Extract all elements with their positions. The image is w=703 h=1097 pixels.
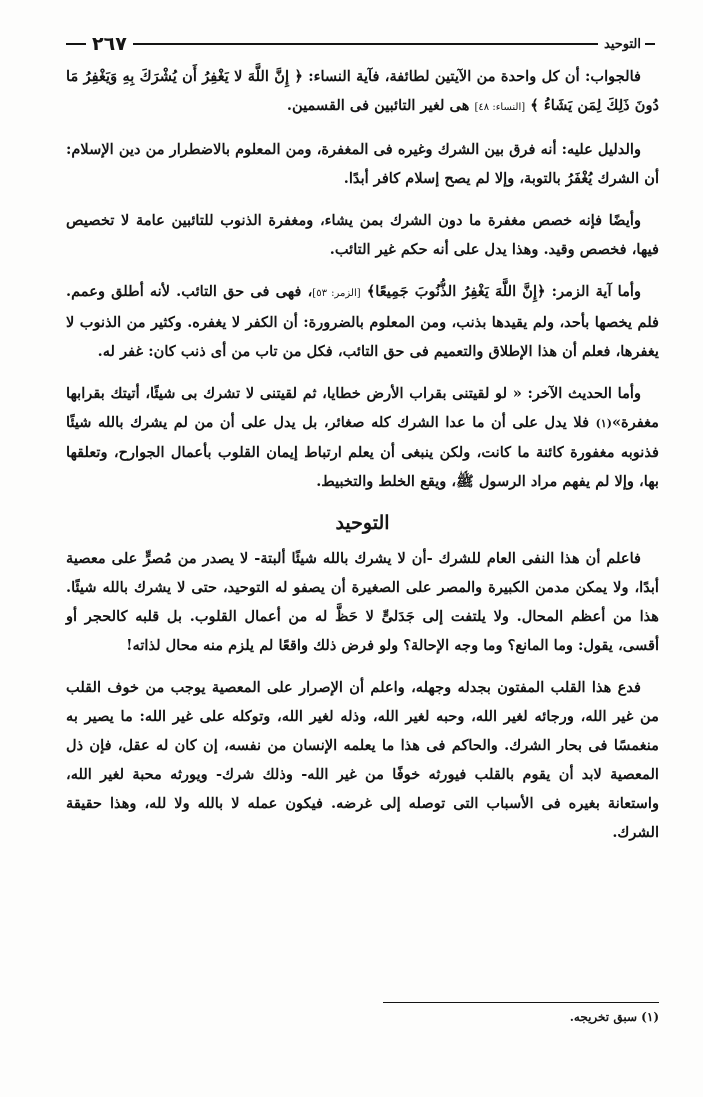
- paragraph-tail: فلا يدل على أن ما عدا الشرك كله صغائر، بل يدل على أن من لم يشرك بالله شيئًا فذنوبه مغفورة كائنة ما كانت، ولكن ينبغى أن يعلم ارتباط إيمان القلوب بأعمال الجوارح، وتعلقها بها، وإلا لم يفهم مراد الرسول ﷺ، ويقع الخلط والتخبيط.: [66, 414, 659, 490]
- paragraph-evidence: والدليل عليه: أنه فرق بين الشرك وغيره فى المغفرة، ومن المعلوم بالاضطرار من دين الإسلام: أن الشرك يُغْفَرُ بالتوبة، وإلا لم يصح إسلام كافر أبدًا.: [66, 141, 659, 187]
- quran-quote: ﴿إِنَّ اللَّهَ يَغْفِرُ الذُّنُوبَ جَمِيعًا﴾: [366, 283, 546, 300]
- footnote-rule: [383, 1002, 659, 1003]
- paragraph-zumar: [66, 277, 659, 366]
- paragraph-section-1: فاعلم أن هذا النفى العام للشرك -أن لا يشرك بالله شيئًا ألبتة- لا يصدر من مُصرٍّ على معصية أبدًا، ولا يمكن مدمن الكبيرة والمصر على الصغيرة أن يصفو له التوحيد، حتى لا يشرك بالله شيئًا. هذا من أعظم المحال. ولا يلتفت إلى جَدَلىٍّ لا حَظَّ له من أعمال القلوب. بل قلبه كالحجر أو أقسى، يقول: وما المانع؟ وما وجه الإحالة؟ ولو فرض ذلك واقعًا لم يلزم منه محال لذاته!: [66, 550, 659, 654]
- page-body: [66, 62, 659, 860]
- paragraph-tail: ، فهى فى حق التائب. لأنه أطلق وعمم. فلم يخصها بأحد، ولم يقيدها بذنب، ومن المعلوم بالضرورة: أن الكفر لا يغفره. وكثير من الذنوب لا يغفرها، فعلم أن هذا الإطلاق والتعميم فى حق التائب، فكل من تاب من أى ذنب كان: غفر له.: [66, 283, 659, 360]
- paragraph-section-2: فدع هذا القلب المفتون بجدله وجهله، واعلم أن الإصرار على المعصية يوجب من خوف القلب من غير الله، ورجائه لغير الله، وحبه لغير الله، وذله لغير الله، وتوكله على غير الله: ما يصير به منغمسًا فى بحار الشرك. والحاكم فى هذا ما يعلمه الإنسان من نفسه، إن كان له عقل، فإن ذل المعصية لابد أن يقوم بالقلب فيورثه خوفًا من غير الله- وذلك شرك- ويورثه محبة لغير الله، واستعانة بغيره فى الأسباب التى توصله إلى غرضه. فيكون عمله لا بالله ولا لله، وهذا حقيقة الشرك.: [66, 679, 659, 841]
- verse-reference: [الزمر: ٥٣]: [312, 288, 361, 299]
- header-rule: [133, 43, 598, 45]
- paragraph-text: وأما الحديث الآخر:: [521, 385, 641, 402]
- paragraph-tail: هى لغير التائبين فى القسمين.: [286, 97, 475, 114]
- answer-lead: فالجواب: [590, 68, 642, 85]
- paragraph-text: وأما آية الزمر:: [545, 283, 641, 300]
- paragraph-also: وأيضًا فإنه خصص مغفرة ما دون الشرك بمن يشاء، ومغفرة الذنوب للتائبين عامة لا تخصيص فيها، فخصص وقيد. وهذا يدل على أنه حكم غير التائب.: [66, 212, 659, 258]
- section-heading: التوحيد: [335, 512, 390, 534]
- verse-reference: [النساء: ٤٨]: [474, 102, 526, 113]
- footnote: (١) سبق تخريجه.: [569, 1010, 659, 1024]
- paragraph-hadith: [66, 379, 659, 496]
- quran-quote: ﴿ إِنَّ اللَّهَ لا يَغْفِرُ أَن يُشْرَكَ بِهِ وَيَغْفِرُ مَا دُونَ ذَلِكَ لِمَن يَشَاءُ ﴾: [66, 68, 659, 114]
- hadith-quote: « لو لقيتنى بقراب الأرض خطايا، ثم لقيتنى لا تشرك بى شيئًا، أتيتك بقرابها مغفرة»: [66, 385, 659, 431]
- paragraph-text: : أن كل واحدة من الآيتين لطائفة، فآية النساء:: [302, 68, 591, 85]
- running-title: التوحيد: [604, 36, 641, 52]
- header-dash: [645, 43, 655, 45]
- running-header: [66, 30, 659, 58]
- footnote-marker[interactable]: (١): [595, 417, 612, 430]
- header-rule-end: [66, 43, 86, 45]
- paragraph-answer: [66, 62, 659, 122]
- page-number: ٢٦٧: [92, 33, 127, 55]
